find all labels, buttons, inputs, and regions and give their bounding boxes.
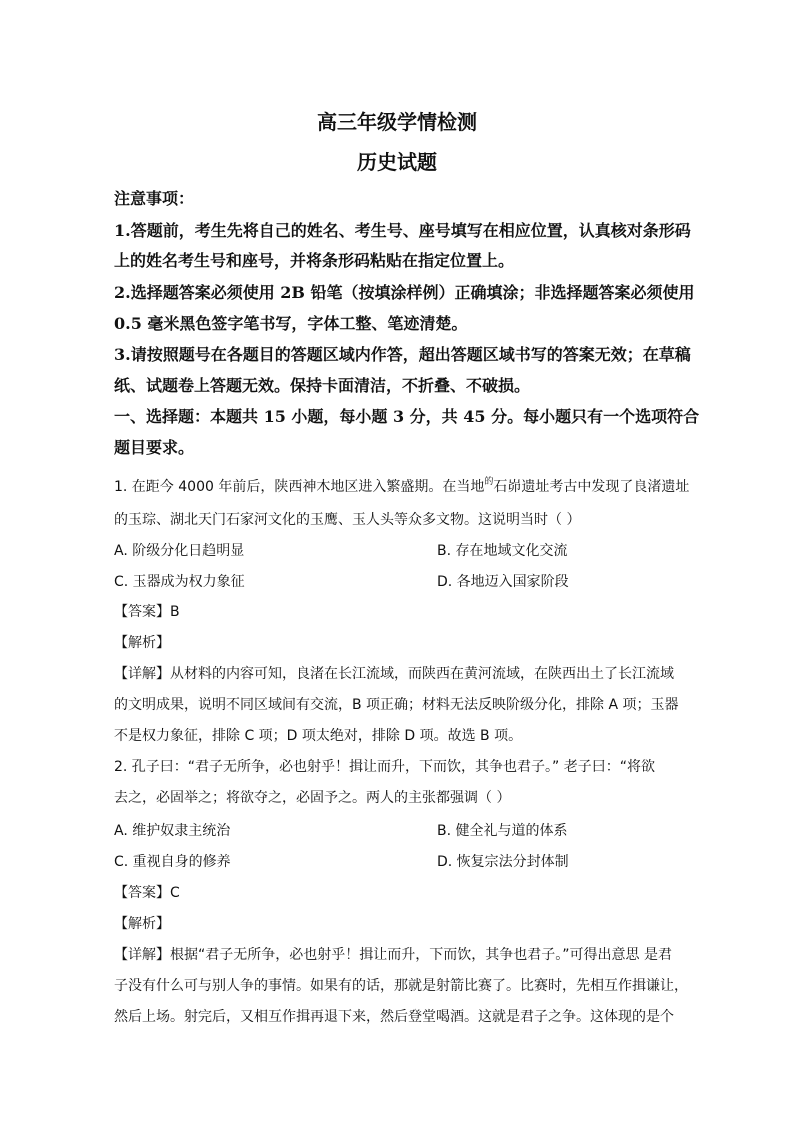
page-title: 高三年级学情检测 [317, 110, 477, 134]
question-2-option-c: C. 重视自身的修养 [114, 854, 231, 870]
question-2-detail-line: 然后上场。射完后，又相互作揖再退下来，然后登堂喝酒。这就是君子之争。这体现的是个 [114, 1009, 674, 1025]
question-2-stem-line: 去之，必固举之；将欲夺之，必固予之。两人的主张都强调（ ） [114, 790, 511, 806]
question-1-superscript: 的 [484, 477, 494, 487]
notice-line: 纸、试题卷上答题无效。保持卡面清洁，不折叠、不破损。 [114, 376, 531, 395]
notice-line: 上的姓名考生号和座号，并将条形码粘贴在指定位置上。 [114, 251, 515, 270]
notice-line: 0.5 毫米黑色签字笔书写，字体工整、笔迹清楚。 [114, 314, 468, 333]
question-1-detail-line: 【详解】从材料的内容可知，良渚在长江流域，而陕西在黄河流域，在陕西出土了长江流域 [114, 666, 674, 682]
question-1-text-b: 石峁遗址考古中发现了良渚遗址 [493, 479, 690, 495]
question-1-option-b: B. 存在地域文化交流 [437, 543, 568, 559]
question-2-answer: 【答案】C [114, 885, 180, 901]
question-2-analysis-label: 【解析】 [114, 916, 170, 932]
question-1-analysis-label: 【解析】 [114, 635, 170, 651]
notice-line: 3.请按照题号在各题目的答题区域内作答，超出答题区域书写的答案无效；在草稿 [114, 345, 691, 364]
notice-line: 2.选择题答案必须使用 2B 铅笔（按填涂样例）正确填涂；非选择题答案必须使用 [114, 283, 695, 302]
page-subtitle: 历史试题 [357, 150, 437, 174]
question-1-option-c: C. 玉器成为权力象征 [114, 574, 245, 590]
question-1-stem [114, 474, 689, 496]
section-heading: 一、选择题：本题共 15 小题，每小题 3 分，共 45 分。每小题只有一个选项符合 [114, 407, 700, 426]
question-2-option-b: B. 健全礼与道的体系 [437, 823, 568, 839]
question-1-answer: 【答案】B [114, 604, 180, 620]
question-2-option-d: D. 恢复宗法分封体制 [437, 854, 569, 870]
question-1-text-a: 1. 在距今 4000 年前后，陕西神木地区进入繁盛期。在当地 [114, 479, 485, 495]
notice-heading: 注意事项： [114, 189, 195, 208]
question-1-stem-line: 的玉琮、湖北天门石家河文化的玉鹰、玉人头等众多文物。这说明当时（ ） [114, 512, 581, 528]
question-2-detail-line: 子没有什么可与别人争的事情。如果有的话，那就是射箭比赛了。比赛时，先相互作揖谦让， [114, 978, 688, 994]
section-heading: 题目要求。 [114, 438, 195, 457]
question-1-detail-line: 不是权力象征，排除 C 项；D 项太绝对，排除 D 项。故选 B 项。 [114, 728, 523, 744]
question-1-option-d: D. 各地迈入国家阶段 [437, 574, 569, 590]
question-1-detail-line: 的文明成果，说明不同区域间有交流，B 项正确；材料无法反映阶级分化，排除 A 项；玉器 [114, 697, 679, 713]
question-2-stem-line: 2. 孔子曰：“君子无所争，必也射乎！揖让而升，下而饮，其争也君子。” 老子曰：“将欲 [114, 759, 656, 775]
question-2-detail-line: 【详解】根据“君子无所争，必也射乎！揖让而升，下而饮，其争也君子。”可得出意思 是君 [114, 947, 672, 963]
question-1-option-a: A. 阶级分化日趋明显 [114, 543, 245, 559]
question-2-option-a: A. 维护奴隶主统治 [114, 823, 231, 839]
notice-line: 1.答题前，考生先将自己的姓名、考生号、座号填写在相应位置，认真核对条形码 [114, 221, 691, 240]
